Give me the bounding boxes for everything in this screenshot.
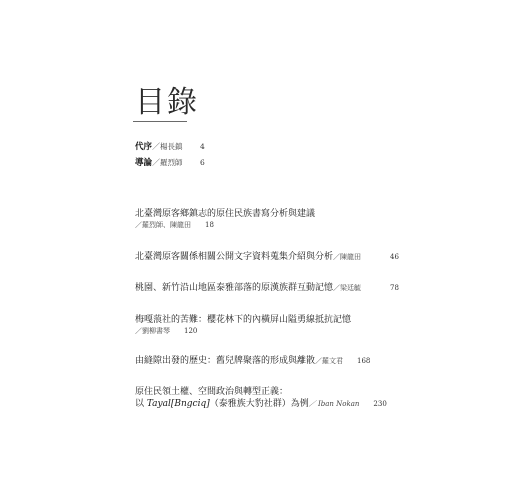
prelim-separator: ／	[152, 158, 161, 167]
entry-author: ／羅文君	[315, 357, 344, 365]
prelim-page-number: 4	[200, 142, 205, 151]
entry-page-number: 46	[390, 253, 399, 261]
entry-byline	[135, 326, 395, 336]
prelim-separator: ／	[152, 142, 161, 151]
entry-author: ／羅烈師、陳龍田	[135, 221, 191, 229]
entry-author: ／梁廷毓	[333, 284, 362, 292]
entry-page-number: 18	[205, 221, 214, 229]
entry-title-line	[135, 251, 395, 263]
entry-title-line-2	[135, 398, 395, 410]
heading-divider	[133, 121, 187, 122]
toc-entry[interactable]	[135, 282, 399, 294]
prelim-author: 羅烈師	[160, 158, 183, 167]
toc-entry[interactable]	[135, 386, 395, 410]
prelim-label: 導論	[135, 158, 153, 168]
entry-page-number: 230	[373, 400, 387, 408]
entry-title-prefix: 以	[135, 399, 147, 409]
entry-title: 由縫隙出發的歷史：舊兒牌聚落的形成與離散	[135, 356, 316, 366]
entry-page-number: 78	[390, 284, 399, 292]
entry-page-number: 120	[184, 327, 198, 335]
entry-page-number: 168	[357, 357, 371, 365]
entry-title: 原住民領土權、空間政治與轉型正義：	[135, 387, 289, 397]
entry-title-line	[135, 282, 395, 294]
toc-prelim-introduction[interactable]	[135, 158, 205, 168]
entry-title-line	[135, 355, 395, 367]
toc-entry[interactable]	[135, 208, 395, 230]
page-title: 目錄	[135, 85, 199, 120]
entry-author: ／ Iban Nokan	[308, 400, 360, 408]
toc-prelim-preface[interactable]	[135, 142, 205, 152]
prelim-label: 代序	[135, 142, 153, 152]
entry-author: ／陳龍田	[333, 253, 362, 261]
entry-title: 桃園、新竹沿山地區泰雅部落的原漢族群互動記憶	[135, 283, 334, 293]
entry-title-italic: Tayal[Bngciq]	[146, 399, 210, 409]
entry-title: 梅嘎蒗社的苦難：櫻花林下的內橫屏山隘勇線抵抗記憶	[135, 315, 352, 325]
entry-title-rest: （泰雅族大豹社群）為例	[209, 399, 309, 409]
toc-entry[interactable]	[135, 355, 395, 367]
entry-title: 北臺灣原客關係相關公開文字資料蒐集介紹與分析	[135, 252, 334, 262]
toc-entry[interactable]	[135, 314, 395, 336]
prelim-author: 楊長鎮	[160, 142, 183, 151]
prelim-page-number: 6	[200, 158, 205, 167]
entry-title: 北臺灣原客鄉鎮志的原住民族書寫分析與建議	[135, 209, 316, 219]
entry-byline	[135, 220, 395, 230]
toc-entry[interactable]	[135, 251, 399, 263]
entry-author: ／劉柳書琴	[135, 327, 170, 335]
